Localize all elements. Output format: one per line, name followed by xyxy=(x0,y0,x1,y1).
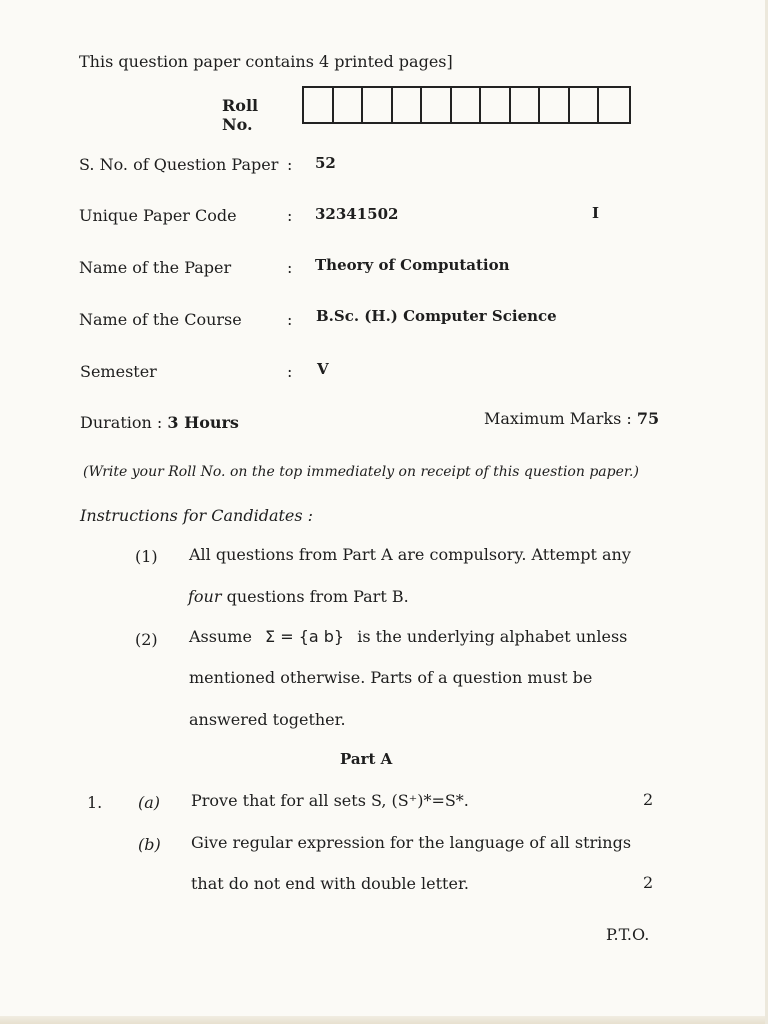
roll-number-instruction: (Write your Roll No. on the top immediately on receipt of this question paper.) xyxy=(83,464,639,480)
page-count-note: This question paper contains 4 printed pages] xyxy=(79,52,453,71)
roll-digit-box xyxy=(422,88,452,122)
duration-value: 3 Hours xyxy=(167,413,239,432)
paper-code-value: 32341502 xyxy=(315,205,399,223)
roll-digit-box xyxy=(540,88,570,122)
question-marks: 2 xyxy=(643,873,654,892)
semester-value: V xyxy=(317,360,329,378)
course-name-colon: : xyxy=(287,310,293,329)
question-number: 1. xyxy=(87,793,103,812)
maximum-marks-value: 75 xyxy=(636,409,660,428)
instruction-text-end: is the underlying alphabet unless xyxy=(357,627,628,646)
roll-digit-box xyxy=(452,88,482,122)
semester-colon: : xyxy=(287,362,293,381)
part-a-heading: Part A xyxy=(340,750,393,768)
roll-digit-box xyxy=(511,88,541,122)
serial-number-value: 52 xyxy=(315,154,336,172)
roll-digit-box xyxy=(334,88,364,122)
question-marks: 2 xyxy=(643,790,654,809)
maximum-marks xyxy=(484,409,659,428)
serial-number-colon: : xyxy=(287,155,293,174)
instruction-text-start: Assume xyxy=(189,627,252,646)
roll-number-boxes xyxy=(302,86,631,124)
alphabet-definition: Σ = {a b} xyxy=(265,627,345,646)
instruction-emphasis: four xyxy=(188,587,222,606)
roll-digit-box xyxy=(304,88,334,122)
roll-digit-box xyxy=(570,88,600,122)
paper-code-label: Unique Paper Code xyxy=(79,206,237,225)
question-part-label: (a) xyxy=(138,793,161,812)
roll-number-label: Roll No. xyxy=(222,96,259,134)
paper-code-colon: : xyxy=(287,206,293,225)
roll-digit-box xyxy=(393,88,423,122)
question-part-label: (b) xyxy=(138,835,161,854)
instruction-text: answered together. xyxy=(189,710,346,729)
question-part-text: Prove that for all sets S, (S⁺)*=S*. xyxy=(191,791,469,810)
paper-name-value: Theory of Computation xyxy=(315,256,510,274)
question-part-text: Give regular expression for the language of all strings xyxy=(191,833,632,852)
instruction-number: (2) xyxy=(135,630,158,649)
instruction-number: (1) xyxy=(135,547,158,566)
roll-digit-box xyxy=(481,88,511,122)
paper-name-label: Name of the Paper xyxy=(79,258,232,277)
question-part-text: that do not end with double letter. xyxy=(191,874,469,893)
course-name-value: B.Sc. (H.) Computer Science xyxy=(316,307,557,325)
instruction-text-rest: questions from Part B. xyxy=(226,587,409,606)
roll-digit-box xyxy=(599,88,629,122)
serial-number-label: S. No. of Question Paper xyxy=(79,155,279,174)
instruction-text xyxy=(188,587,409,606)
instruction-text: All questions from Part A are compulsory. Attempt any xyxy=(189,545,631,564)
paper-name-colon: : xyxy=(287,258,293,277)
course-name-label: Name of the Course xyxy=(79,310,242,329)
maximum-marks-label: Maximum Marks : xyxy=(484,409,632,428)
instructions-heading: Instructions for Candidates : xyxy=(80,506,314,525)
page-bottom-edge xyxy=(0,1016,768,1024)
duration xyxy=(80,413,239,432)
semester-label: Semester xyxy=(80,362,157,381)
instruction-text xyxy=(189,627,627,646)
paper-code-flag: I xyxy=(592,204,600,222)
duration-label: Duration : xyxy=(80,413,163,432)
please-turn-over: P.T.O. xyxy=(606,925,650,944)
roll-digit-box xyxy=(363,88,393,122)
instruction-text: mentioned otherwise. Parts of a question must be xyxy=(189,668,593,687)
